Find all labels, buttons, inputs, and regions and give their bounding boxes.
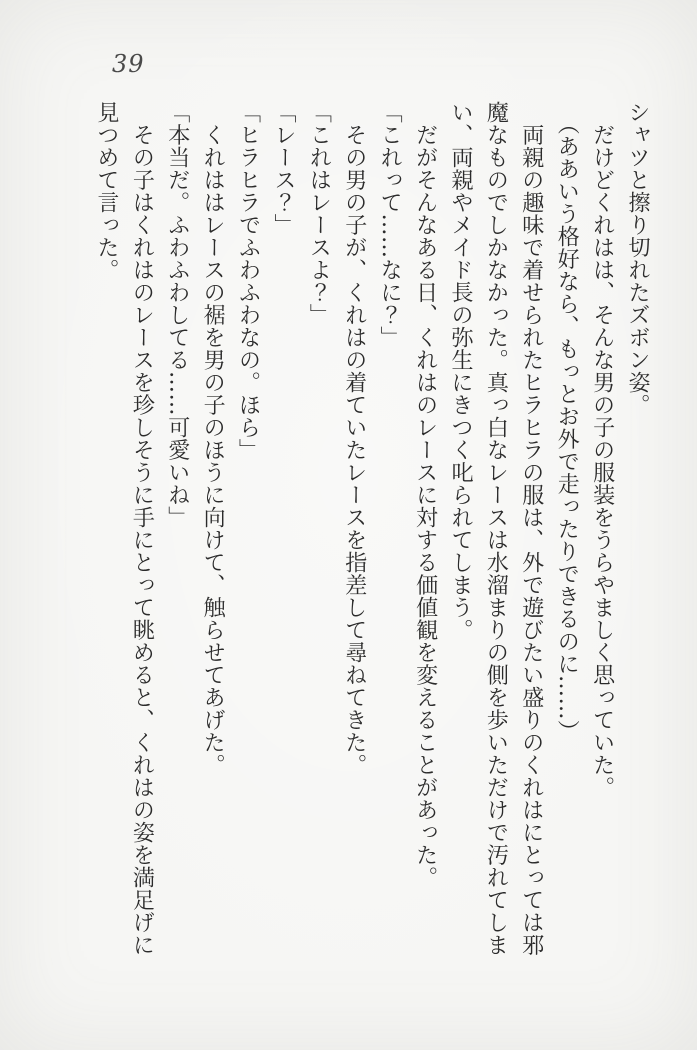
text-column: 「レース？」 bbox=[270, 101, 296, 236]
text-column: だがそんなある日、くれはのレースに対する価値観を変えることがあった。 bbox=[412, 101, 438, 889]
text-column: 「本当だ。ふわふわしてる……可愛いね」 bbox=[164, 101, 190, 529]
text-column: その男の子が、くれはの着ていたレースを指差して尋ねてきた。 bbox=[341, 101, 367, 776]
text-column: い、両親やメイド長の弥生にきつく叱られてしまう。 bbox=[447, 101, 473, 641]
page-number: 39 bbox=[112, 50, 145, 78]
text-column: 魔なものでしかなかった。真っ白なレースは水溜まりの側を歩いただけで汚れてしま bbox=[483, 101, 509, 956]
text-column: 「これはレースよ？」 bbox=[306, 101, 332, 326]
text-column: だけどくれはは、そんな男の子の服装をうらやましく思っていた。 bbox=[589, 101, 615, 799]
vertical-text-block bbox=[89, 101, 656, 963]
text-column: 見つめて言った。 bbox=[93, 101, 119, 281]
text-column: くれははレースの裾を男の子のほうに向けて、触らせてあげた。 bbox=[200, 101, 226, 776]
text-column: 「これって……なに？」 bbox=[377, 101, 403, 349]
text-column: 両親の趣味で着せられたヒラヒラの服は、外で遊びたい盛りのくれはにとっては邪 bbox=[518, 101, 544, 956]
text-column: その子はくれはのレースを珍しそうに手にとって眺めると、くれはの姿を満足げに bbox=[129, 101, 155, 956]
text-column: シャツと擦り切れたズボン姿。 bbox=[625, 101, 650, 416]
text-column: 「ヒラヒラでふわふわなの。ほら」 bbox=[235, 101, 261, 461]
text-column: （ああいう格好なら、もっとお外で走ったりできるのに……） bbox=[554, 101, 580, 743]
